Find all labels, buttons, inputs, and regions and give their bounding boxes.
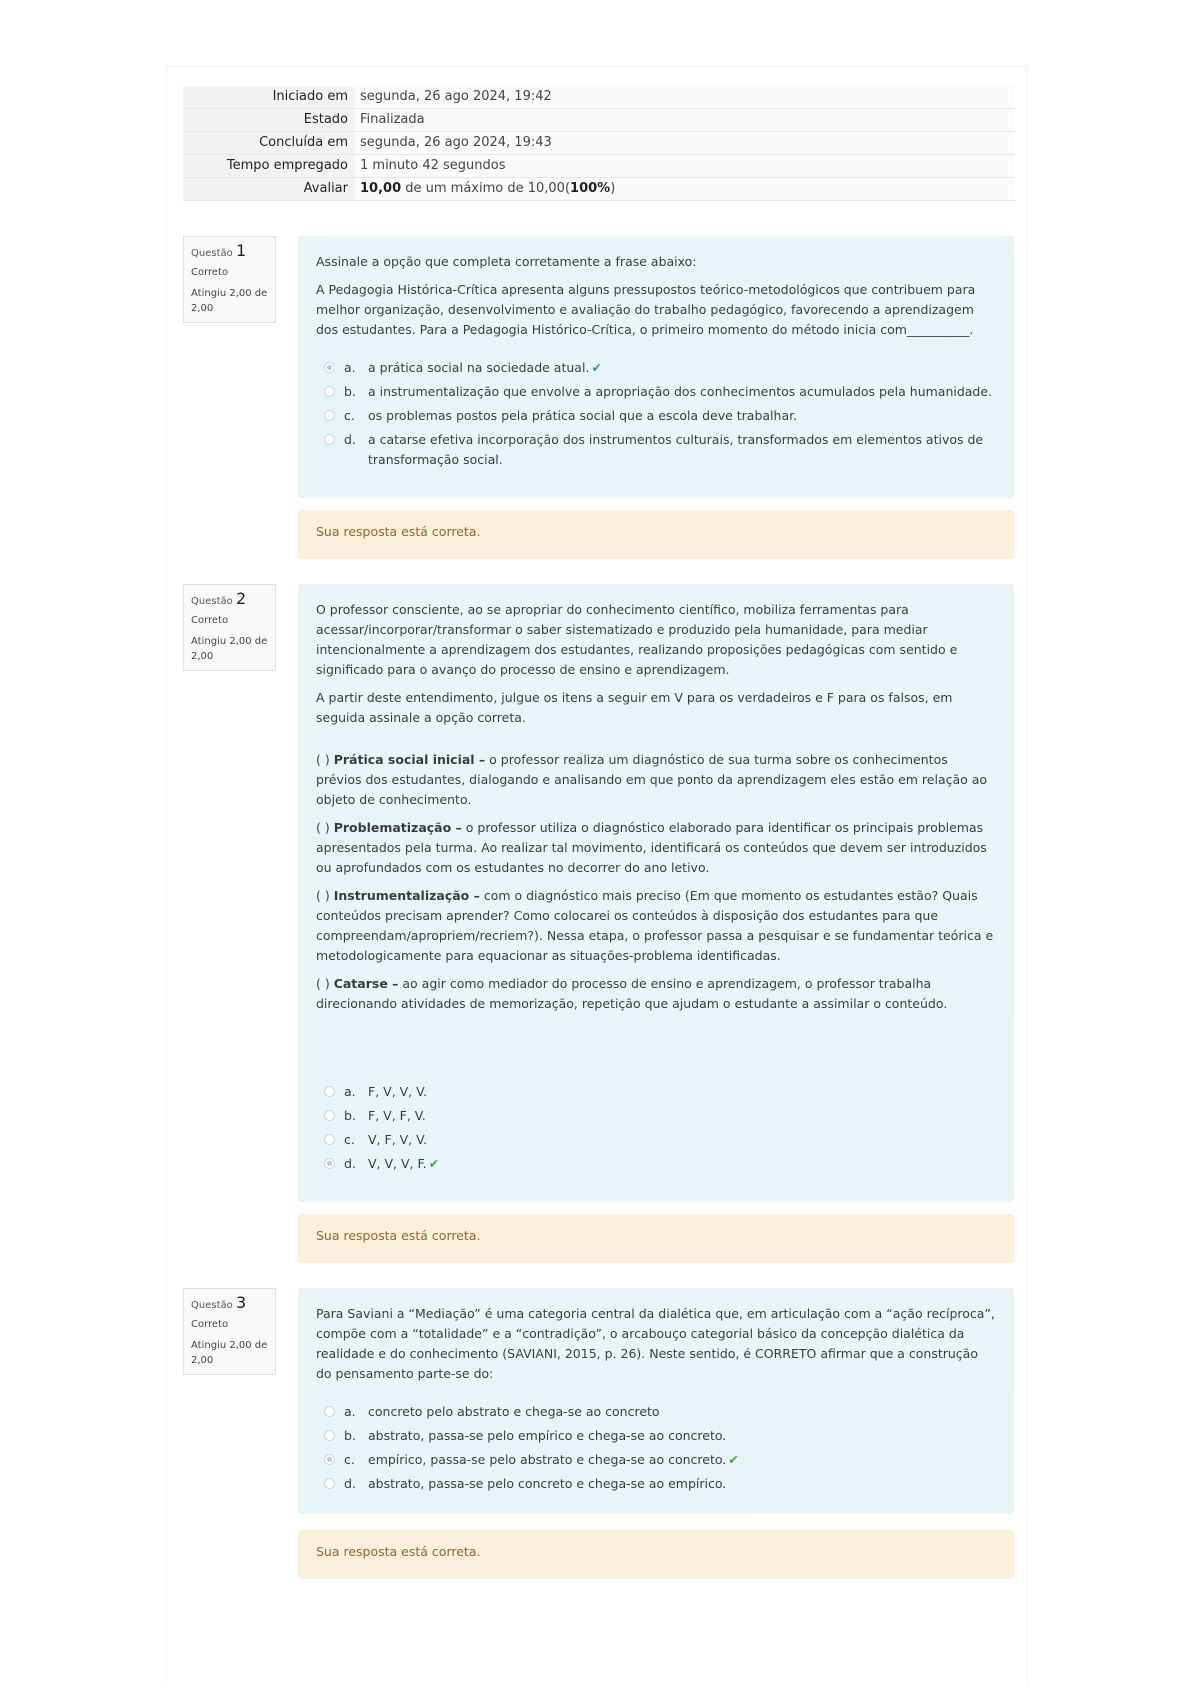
question-info-2	[183, 584, 276, 671]
option-letter: b.	[344, 1108, 356, 1123]
answer-options	[316, 1082, 996, 1174]
item-term: Prática social inicial –	[333, 752, 486, 767]
check-icon: ✔	[591, 360, 602, 375]
summary-row-state	[183, 109, 1015, 132]
question-text: A partir deste entendimento, julgue os itens a seguir em V para os verdadeiros e F para os falsos, em seguida assinale a opção correta.	[316, 690, 953, 725]
answer-option-a[interactable]	[316, 1402, 996, 1422]
summary-row-grade	[183, 178, 1015, 201]
question-text: A Pedagogia Histórica-Crítica apresenta alguns pressupostos teórico-metodológicos que contribuem para melhor organização, desenvolvimento e avaliação do trabalho pedagógico, favorecendo a aprendizagem dos estudantes. Para a Pedagogia Histórico-Crítica, o primeiro momento do método inicia com__________.	[316, 282, 976, 337]
radio-button[interactable]	[324, 1406, 335, 1417]
summary-value	[354, 178, 1015, 201]
option-text: abstrato, passa-se pelo empírico e chega-se ao concreto.	[368, 1428, 727, 1443]
answer-option-b[interactable]	[316, 1106, 996, 1126]
vf-item-1	[316, 750, 996, 810]
option-text: abstrato, passa-se pelo concreto e chega-se ao empírico.	[368, 1476, 727, 1491]
question-content-1	[298, 236, 1014, 498]
question-label: Questão	[191, 596, 233, 607]
option-letter: c.	[344, 408, 355, 423]
vf-item-2	[316, 818, 996, 878]
option-text: V, V, V, F.	[368, 1156, 427, 1171]
grade-value: 10,00	[360, 181, 402, 196]
option-letter: c.	[344, 1452, 355, 1467]
radio-button[interactable]	[324, 1134, 335, 1145]
radio-button[interactable]	[324, 410, 335, 421]
question-state: Correto	[191, 1319, 229, 1330]
question-label: Questão	[191, 248, 233, 259]
question-content-3	[298, 1288, 1014, 1514]
feedback-3: Sua resposta está correta.	[298, 1530, 1014, 1579]
option-text: a catarse efetiva incorporação dos instrumentos culturais, transformados em elementos ativos de transformação social.	[368, 432, 984, 467]
option-letter: b.	[344, 1428, 356, 1443]
option-text: V, F, V, V.	[368, 1132, 428, 1147]
question-grade: Atingiu 2,00 de 2,00	[191, 1340, 268, 1366]
option-letter: b.	[344, 384, 356, 399]
summary-label: Iniciado em	[183, 86, 354, 109]
radio-button[interactable]	[324, 1110, 335, 1121]
item-term: Catarse –	[333, 976, 399, 991]
option-text: concreto pelo abstrato e chega-se ao concreto	[368, 1404, 660, 1419]
summary-value: segunda, 26 ago 2024, 19:42	[354, 86, 1015, 109]
attempt-summary-table	[183, 86, 1015, 201]
option-letter: c.	[344, 1132, 355, 1147]
question-text: Para Saviani a “Mediação” é uma categoria central da dialética que, em articulação com a “ação recíproca”, compõe com a “totalidade” e a “contradição”, o arcabouço categorial básico da concepção dialética da realidade e do conhecimento (SAVIANI, 2015, p. 26). Neste sentido, é CORRETO afirmar que a construção do pensamento parte-se do:	[316, 1306, 995, 1381]
vf-item-4	[316, 974, 996, 1014]
option-text: F, V, V, V.	[368, 1084, 428, 1099]
summary-label: Avaliar	[183, 178, 354, 201]
summary-row-completed	[183, 132, 1015, 155]
answer-option-c[interactable]	[316, 1130, 996, 1150]
option-text: a prática social na sociedade atual.	[368, 360, 590, 375]
question-number: 2	[235, 589, 247, 608]
answer-option-b[interactable]	[316, 382, 996, 402]
option-letter: a.	[344, 1404, 356, 1419]
option-text: os problemas postos pela prática social que a escola deve trabalhar.	[368, 408, 798, 423]
question-state: Correto	[191, 615, 229, 626]
radio-button[interactable]	[324, 1086, 335, 1097]
radio-button[interactable]	[324, 1158, 335, 1169]
item-text: o professor utiliza o diagnóstico elaborado para identificar os principais problemas apresentados pela turma. Ao realizar tal movimento, identificará os conteúdos que devem ser introduzidos ou aprofundados com os estudantes no decorrer do ano letivo.	[316, 820, 987, 875]
radio-button[interactable]	[324, 1478, 335, 1489]
question-info-1	[183, 236, 276, 323]
radio-button[interactable]	[324, 434, 335, 445]
item-prefix: ( )	[316, 752, 334, 767]
question-text: O professor consciente, ao se apropriar do conhecimento científico, mobiliza ferramentas para acessar/incorporar/transformar o saber sistematizado e produzido pela humanidade, para mediar intencionalmente a aprendizagem dos estudantes, realizando proposições pedagógicas com sentido e significado para o avanço do processo de ensino e aprendizagem.	[316, 602, 958, 677]
option-letter: a.	[344, 1084, 356, 1099]
question-grade: Atingiu 2,00 de 2,00	[191, 636, 268, 662]
question-label: Questão	[191, 1300, 233, 1311]
option-letter: d.	[344, 432, 356, 447]
answer-option-d[interactable]	[316, 430, 996, 470]
question-number: 1	[235, 241, 247, 260]
check-icon: ✔	[428, 1156, 440, 1171]
option-text: F, V, F, V.	[368, 1108, 426, 1123]
grade-percent: 100%	[570, 181, 611, 196]
summary-value: segunda, 26 ago 2024, 19:43	[354, 132, 1015, 155]
summary-row-started	[183, 86, 1015, 109]
answer-options	[316, 358, 996, 470]
answer-option-c[interactable]	[316, 406, 996, 426]
item-text: o professor realiza um diagnóstico de sua turma sobre os conhecimentos prévios dos estudantes, dialogando e analisando em que ponto da aprendizagem eles estão em relação ao objeto de conhecimento.	[316, 752, 988, 807]
question-text: Assinale a opção que completa corretamente a frase abaixo:	[316, 254, 697, 269]
option-letter: d.	[344, 1156, 356, 1171]
summary-label: Tempo empregado	[183, 155, 354, 178]
option-letter: a.	[344, 360, 356, 375]
answer-option-a[interactable]	[316, 358, 996, 378]
grade-rest: de um máximo de 10,00(	[401, 181, 571, 196]
option-letter: d.	[344, 1476, 356, 1491]
item-text: ao agir como mediador do processo de ensino e aprendizagem, o professor trabalha direcionando atividades de memorização, repetição que ajudam o estudante a assimilar o conteúdo.	[316, 976, 948, 1011]
radio-button[interactable]	[324, 386, 335, 397]
question-content-2	[298, 584, 1014, 1202]
answer-option-c[interactable]	[316, 1450, 996, 1470]
feedback-2: Sua resposta está correta.	[298, 1214, 1014, 1263]
item-term: Instrumentalização –	[333, 888, 480, 903]
feedback-1: Sua resposta está correta.	[298, 510, 1014, 559]
option-text: a instrumentalização que envolve a apropriação dos conhecimentos acumulados pela humanidade.	[368, 384, 993, 399]
item-prefix: ( )	[316, 820, 334, 835]
summary-value: 1 minuto 42 segundos	[354, 155, 1015, 178]
summary-value: Finalizada	[354, 109, 1015, 132]
item-text: com o diagnóstico mais preciso (Em que momento os estudantes estão? Quais conteúdos precisam aprender? Como colocarei os conteúdos à disposição dos estudantes para que compreendam/apropriem/recriem?). Nessa etapa, o professor passa a pesquisar e se fundamentar teórica e metodologicamente para equacionar as situações-problema identificadas.	[316, 888, 994, 963]
item-prefix: ( )	[316, 976, 334, 991]
summary-label: Concluída em	[183, 132, 354, 155]
answer-option-d[interactable]	[316, 1154, 996, 1174]
summary-row-time	[183, 155, 1015, 178]
radio-button[interactable]	[324, 1430, 335, 1441]
vf-item-3	[316, 886, 996, 966]
radio-button[interactable]	[324, 1454, 335, 1465]
answer-options	[316, 1402, 996, 1494]
question-state: Correto	[191, 267, 229, 278]
item-term: Problematização –	[333, 820, 462, 835]
grade-end: )	[610, 181, 616, 196]
item-prefix: ( )	[316, 888, 334, 903]
answer-option-b[interactable]	[316, 1426, 996, 1446]
answer-option-d[interactable]	[316, 1474, 996, 1494]
answer-option-a[interactable]	[316, 1082, 996, 1102]
radio-button[interactable]	[324, 362, 335, 373]
summary-label: Estado	[183, 109, 354, 132]
question-info-3	[183, 1288, 276, 1375]
option-text: empírico, passa-se pelo abstrato e chega-se ao concreto.	[368, 1452, 727, 1467]
check-icon: ✔	[728, 1452, 739, 1467]
question-grade: Atingiu 2,00 de 2,00	[191, 288, 268, 314]
question-number: 3	[235, 1293, 247, 1312]
